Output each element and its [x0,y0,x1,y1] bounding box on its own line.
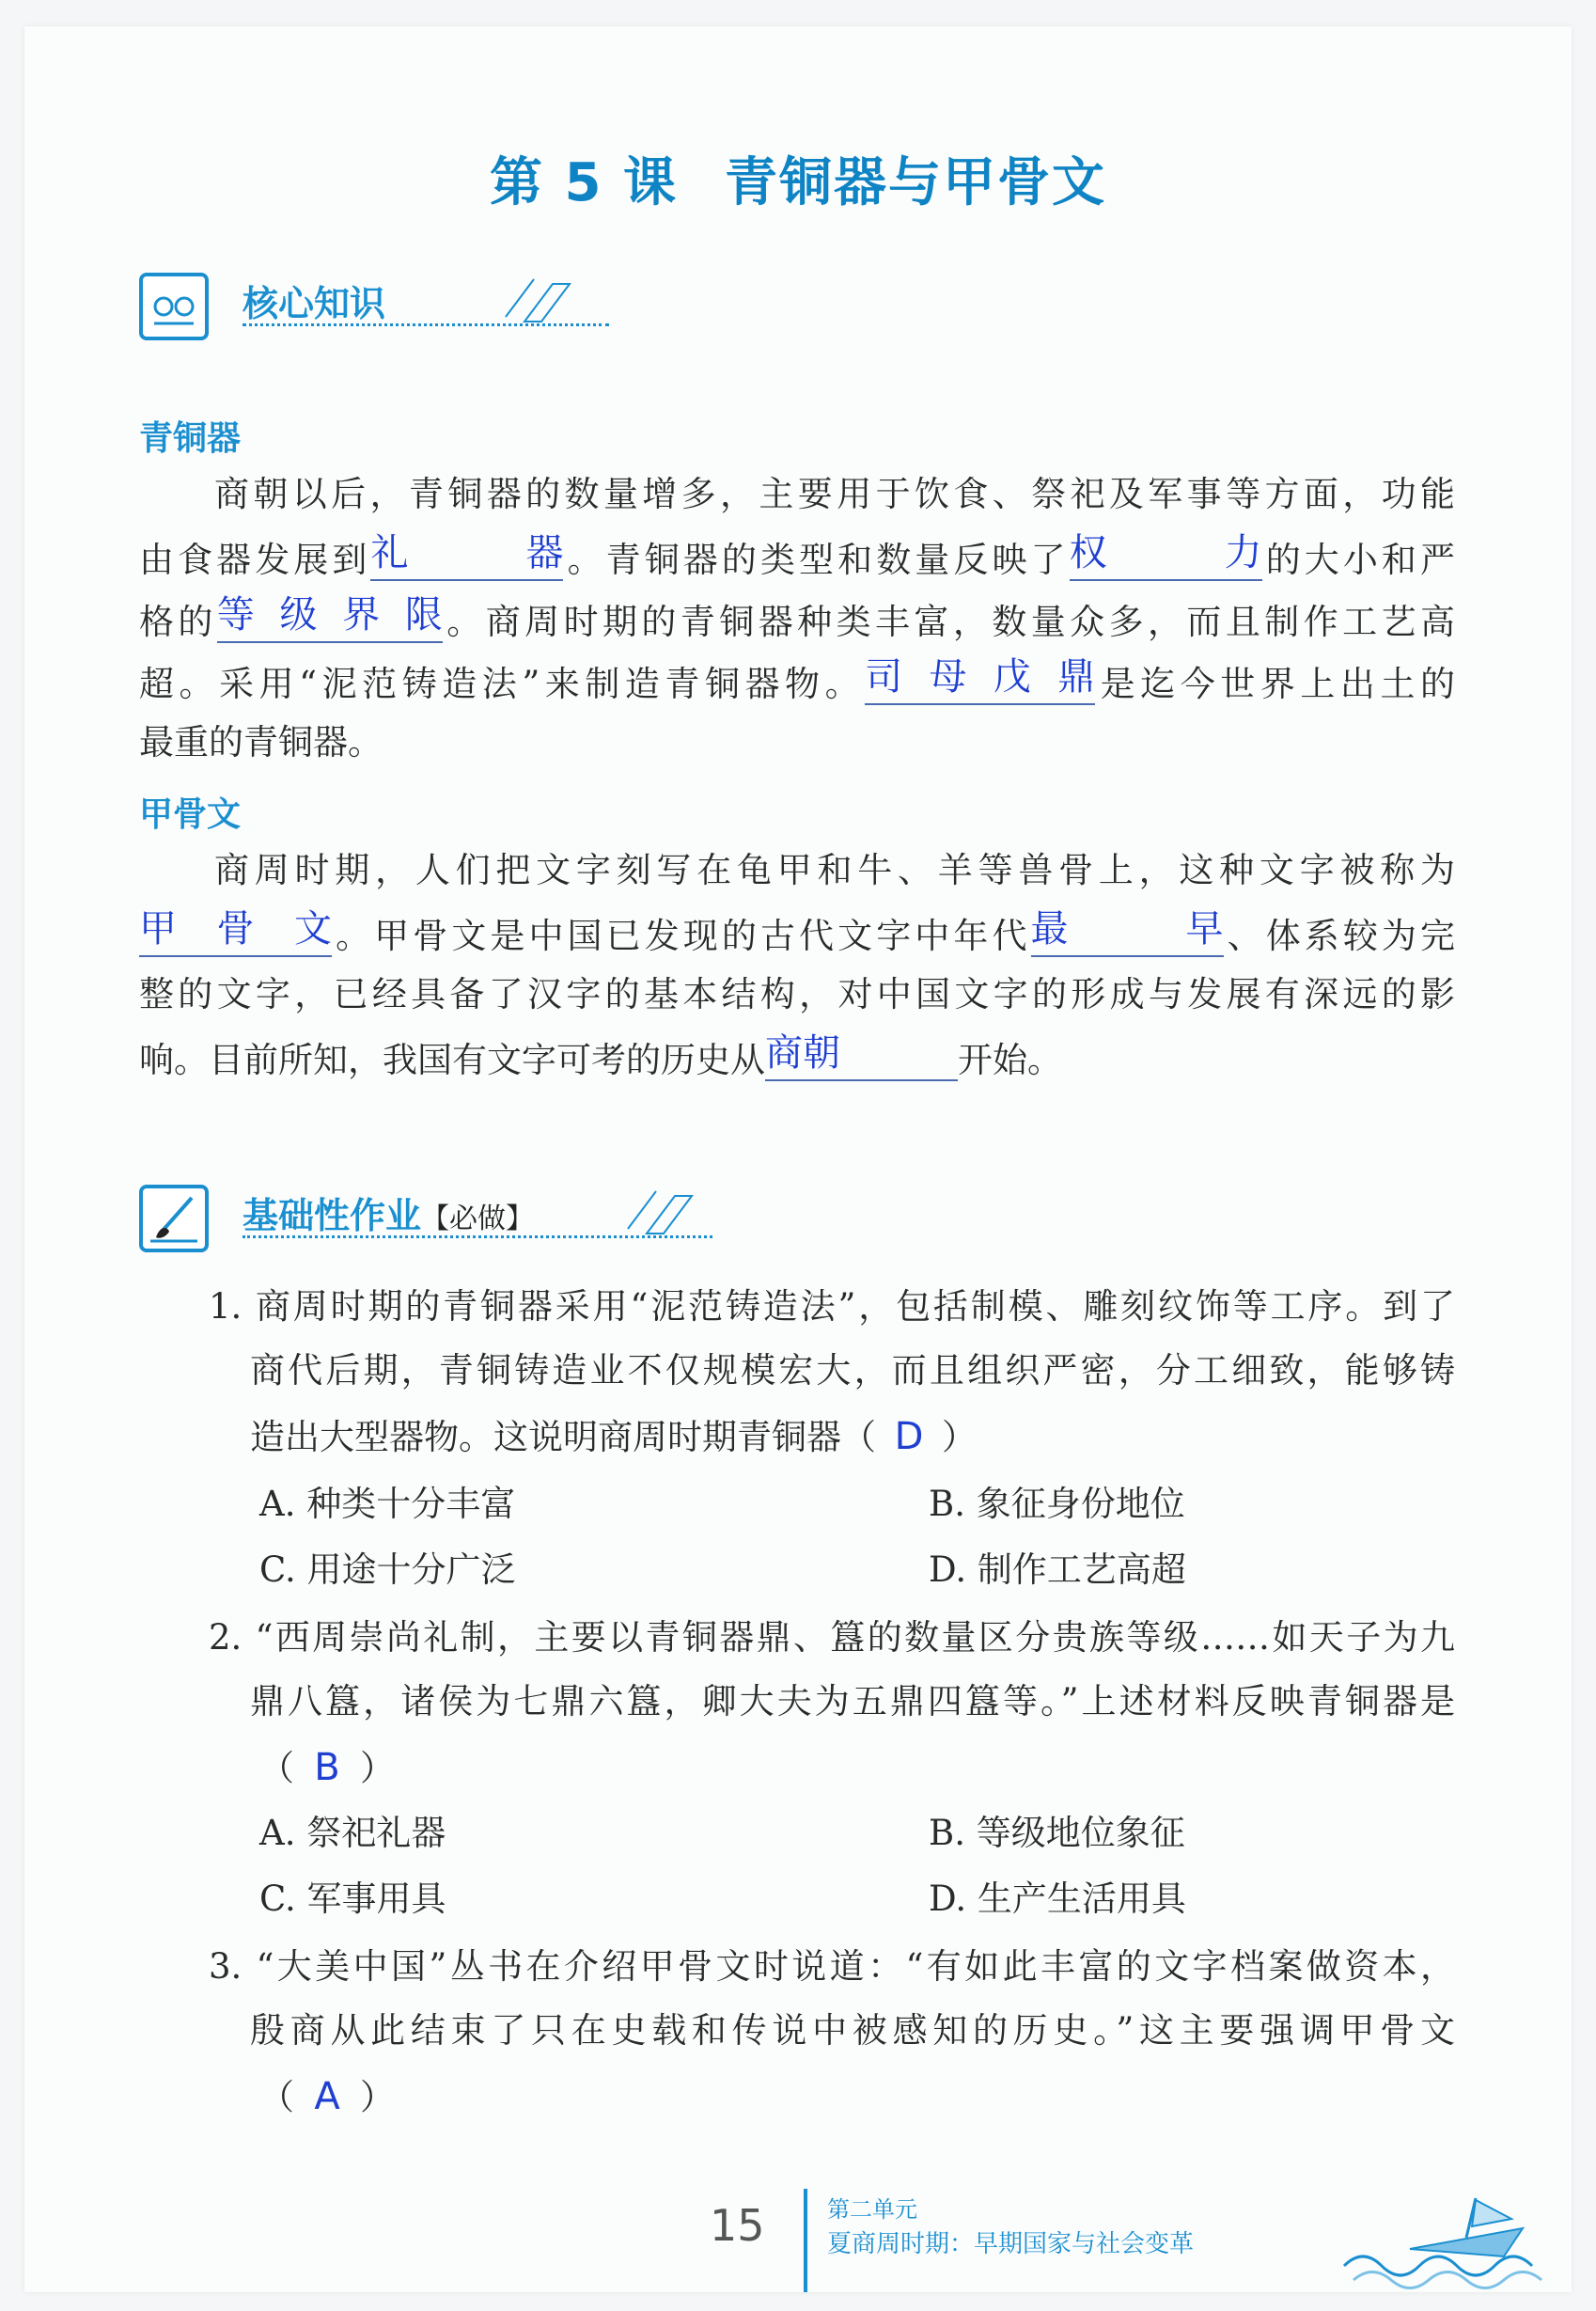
core-knowledge-header [139,265,571,350]
answer-text: 最早 [1030,907,1224,951]
answer-text: D [894,1415,924,1458]
answer-blank [216,593,443,643]
core-knowledge-icon [139,273,209,340]
option-d: D. 制作工艺高超 [929,1549,1186,1590]
homework-label: 基础性作业【必做】 [243,1195,535,1236]
bronze-line-3: 格的 等级界限 。商周时期的青铜器种类丰富，数量众多，而且制作工艺高 [139,593,1456,642]
required-tag: 【必做】 [421,1203,535,1235]
homework-header [139,1177,703,1262]
brush-icon [139,1185,209,1252]
question-2-line-1: 2. “西周崇尚礼制，主要以青铜器鼎、簋的数量区分贵族等级……如天子为九 [209,1617,1455,1658]
answer-text: 商朝 [765,1031,840,1075]
answer-text: 司母戊鼎 [865,655,1096,699]
footer-divider [804,2189,807,2292]
question-1-line-3: 造出大型器物。这说明商周时期青铜器（ D ） [250,1415,977,1458]
unit-label: 第二单元 [827,2196,917,2223]
bronze-line-5: 最重的青铜器。 [139,722,383,762]
answer-blank [139,907,332,957]
bronze-heading: 青铜器 [139,419,242,458]
question-3-line-2: 殷商从此结束了只在史载和传说中被感知的历史。”这主要强调甲骨文 [250,2010,1455,2051]
bronze-line-2: 由食器发展到 礼器 。青铜器的类型和数量反映了 权力 的大小和严 [139,531,1456,580]
oracle-line-2: 甲骨文 。甲骨文是中国已发现的古代文字中年代 最早 、体系较为完 [139,907,1456,956]
answer-blank [865,655,1096,705]
answer-blank [1069,531,1262,581]
oracle-heading: 甲骨文 [139,795,242,834]
answer-text: B [314,1746,340,1789]
unit-title: 夏商周时期：早期国家与社会变革 [827,2230,1195,2258]
question-2-line-3: （ B ） [259,1746,395,1789]
question-1-line-1: 1. 商周时期的青铜器采用“泥范铸造法”，包括制模、雕刻纹饰等工序。到了 [209,1286,1455,1327]
answer-text: 甲骨文 [139,907,332,951]
bronze-line-4: 超。采用“泥范铸造法”来制造青铜器物。 司母戊鼎 是迄今世界上出土的 [139,655,1455,704]
option-a: A. 祭祀礼器 [259,1813,446,1853]
option-c: C. 军事用具 [259,1879,446,1919]
ship-decoration-icon [1335,2191,1560,2294]
answer-text: A [314,2075,340,2118]
answer-blank [1030,907,1224,957]
option-c: C. 用途十分广泛 [259,1549,516,1590]
option-d: D. 生产生活用具 [929,1879,1186,1919]
answer-text: 权力 [1069,531,1262,574]
lesson-name: 青铜器与甲骨文 [724,152,1106,213]
question-3-line-3: （ A ） [259,2075,395,2118]
option-b: B. 象征身份地位 [929,1484,1185,1524]
oracle-line-4: 响。目前所知，我国有文字可考的历史从 商朝 开始。 [139,1031,1062,1080]
slash-decoration-icon [496,265,571,340]
option-a: A. 种类十分丰富 [259,1484,516,1524]
core-knowledge-label: 核心知识 [243,283,386,324]
answer-blank [370,531,564,581]
oracle-line-3: 整的文字，已经具备了汉字的基本结构，对中国文字的形成与发展有深远的影 [139,974,1455,1014]
slash-decoration-icon [618,1177,694,1252]
question-1-line-2: 商代后期，青铜铸造业不仅规模宏大，而且组织严密，分工细致，能够铸 [250,1350,1455,1391]
answer-text: 礼器 [370,531,564,574]
oracle-line-1: 商周时期，人们把文字刻写在龟甲和牛、羊等兽骨上，这种文字被称为 [214,850,1455,890]
page-number: 15 [710,2200,765,2251]
answer-text: 等级界限 [216,593,443,637]
question-2-line-2: 鼎八簋，诸侯为七鼎六簋，卿大夫为五鼎四簋等。”上述材料反映青铜器是 [250,1681,1455,1721]
lesson-number: 第 5 课 [490,152,678,213]
page-title [0,141,1596,216]
question-3-line-1: 3. “大美中国”丛书在介绍甲骨文时说道：“有如此丰富的文字档案做资本， [209,1946,1455,1987]
answer-blank [765,1031,958,1081]
option-b: B. 等级地位象征 [929,1813,1185,1853]
bronze-line-1: 商朝以后，青铜器的数量增多，主要用于饮食、祭祀及军事等方面，功能 [214,474,1455,514]
